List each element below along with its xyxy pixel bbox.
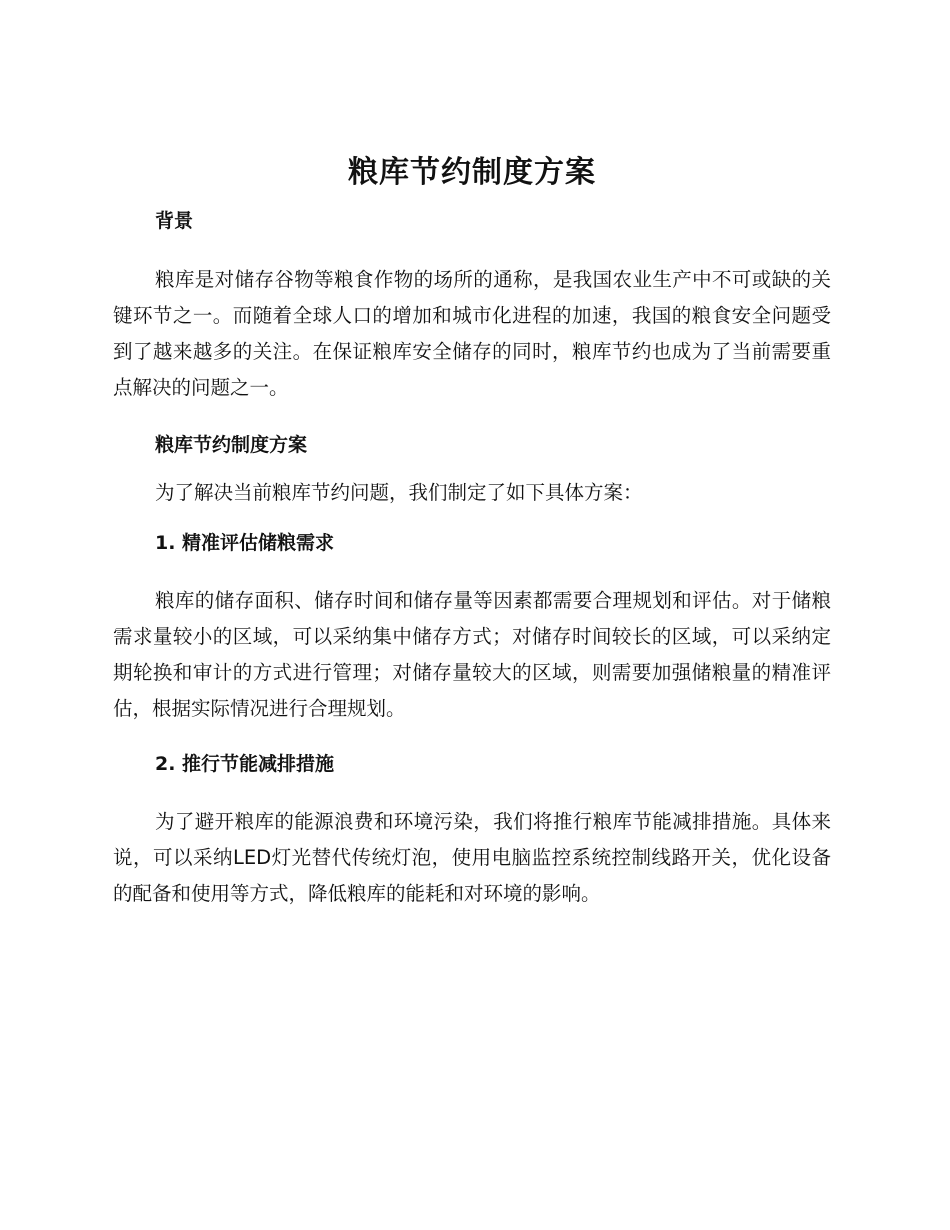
section-heading-item-1: 1. 精准评估储粮需求 xyxy=(155,532,335,554)
paragraph-item-2: 为了避开粮库的能源浪费和环境污染，我们将推行粮库节能减排措施。具体来说，可以采纳LED灯光替代传统灯泡，使用电脑监控系统控制线路开关，优化设备的配备和使用等方式，降低粮库的能耗和对环境的影响。 xyxy=(113,810,831,905)
paragraph-item-1: 粮库的储存面积、储存时间和储存量等因素都需要合理规划和评估。对于储粮需求量较小的区域，可以采纳集中储存方式；对储存时间较长的区域，可以采纳定期轮换和审计的方式进行管理；对储存量较大的区域，则需要加强储粮量的精准评估，根据实际情况进行合理规划。 xyxy=(113,589,831,720)
paragraph-background: 粮库是对储存谷物等粮食作物的场所的通称，是我国农业生产中不可或缺的关键环节之一。而随着全球人口的增加和城市化进程的加速，我国的粮食安全问题受到了越来越多的关注。在保证粮库安全储存的同时，粮库节约也成为了当前需要重点解决的问题之一。 xyxy=(113,268,831,399)
section-heading-background: 背景 xyxy=(155,210,194,232)
section-heading-plan: 粮库节约制度方案 xyxy=(155,434,308,456)
document-title: 粮库节约制度方案 xyxy=(348,155,596,190)
section-heading-item-2: 2. 推行节能减排措施 xyxy=(155,753,335,775)
paragraph-plan-intro: 为了解决当前粮库节约问题，我们制定了如下具体方案： xyxy=(155,481,643,504)
document-page xyxy=(113,148,831,912)
